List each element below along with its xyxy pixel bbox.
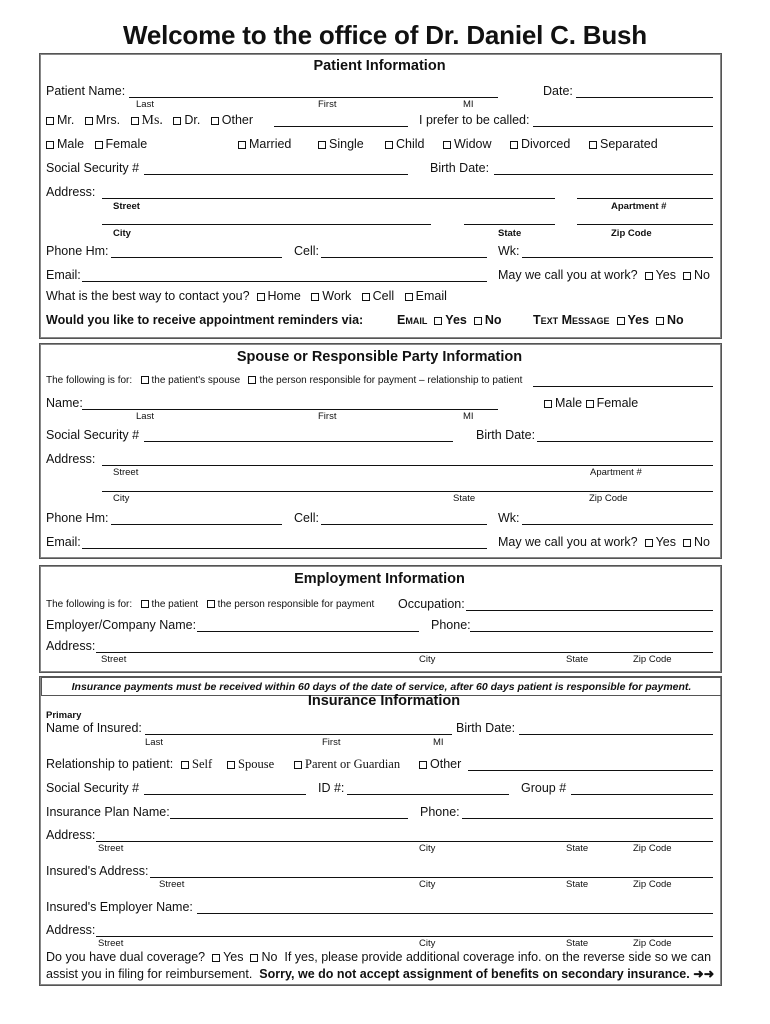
ie-address-label: Address:: [46, 923, 96, 937]
checkbox-male[interactable]: Male: [46, 137, 84, 151]
insured-address-label: Insured's Address:: [46, 864, 149, 878]
cell-label: Cell:: [294, 244, 320, 258]
employer-label: Employer/Company Name:: [46, 618, 197, 632]
spouse-email-label: Email:: [46, 535, 81, 549]
dual-coverage-line: Do you have dual coverage? Yes No If yes, please provide additional coverage info. on the reverse side so we can: [46, 950, 712, 964]
spouse-cell-label: Cell:: [294, 511, 320, 525]
insurance-heading: Insurance Information: [307, 693, 461, 709]
ia-sub-zip: Zip Code: [633, 879, 672, 890]
checkbox-female[interactable]: Female: [95, 137, 148, 151]
employment-heading: Employment Information: [294, 571, 465, 587]
checkbox-emp-patient[interactable]: the patient: [141, 599, 199, 610]
sub-zip: Zip Code: [611, 228, 652, 239]
gender-options: [46, 137, 147, 151]
insured-field[interactable]: [145, 734, 452, 735]
checkbox-other[interactable]: Other: [211, 113, 253, 127]
employment-following: The following is for: the patient the person responsible for payment: [46, 599, 375, 610]
phone-field[interactable]: [111, 257, 282, 258]
checkbox-spouse-call-yes[interactable]: Yes: [645, 535, 676, 549]
prefer-field[interactable]: [533, 126, 713, 127]
plan-label: Insurance Plan Name:: [46, 805, 170, 819]
phone-label: Phone Hm:: [46, 244, 109, 258]
sub-first: First: [318, 99, 337, 110]
ins-address-label: Address:: [46, 828, 96, 842]
ssn-label: Social Security #: [46, 161, 140, 175]
ssn-field[interactable]: [144, 174, 408, 175]
employer-address-label: Address:: [46, 639, 96, 653]
spouse-name-label: Name:: [46, 396, 83, 410]
ins-sub-last: Last: [145, 737, 163, 748]
reminder-email: Email Yes No: [397, 313, 502, 327]
date-label: Date:: [543, 84, 573, 98]
patient-name-label: Patient Name:: [46, 84, 126, 98]
ins-phone-label: Phone:: [420, 805, 460, 819]
checkbox-contact-home[interactable]: Home: [257, 289, 301, 303]
secondary-insurance-notice: Sorry, we do not accept assignment of benefits on secondary insurance.: [259, 967, 690, 981]
spouse-street-field[interactable]: [102, 465, 713, 466]
zip-field[interactable]: [577, 224, 713, 225]
checkbox-reminder-text-yes[interactable]: Yes: [617, 313, 650, 327]
spouse-ssn-field[interactable]: [144, 441, 453, 442]
employer-address-field[interactable]: [96, 652, 713, 653]
ie-sub-zip: Zip Code: [633, 938, 672, 949]
emp-sub-city: City: [419, 654, 436, 665]
ins-sub-mi: MI: [433, 737, 444, 748]
spouse-name-field[interactable]: [82, 409, 498, 410]
arrow-right-icon: ➜➜: [693, 967, 715, 981]
checkbox-reminder-email-no[interactable]: No: [474, 313, 502, 327]
primary-label: Primary: [46, 710, 82, 721]
checkbox-contact-cell[interactable]: Cell: [362, 289, 395, 303]
rel-parent[interactable]: Parent or Guardian: [294, 757, 400, 772]
marital-separated[interactable]: Separated: [589, 137, 658, 151]
sub-street: Street: [113, 201, 140, 212]
birth-label: Birth Date:: [430, 161, 490, 175]
employer-phone-field[interactable]: [470, 631, 713, 632]
spouse-gender: [544, 396, 638, 410]
reminder-text: Text Message Yes No: [533, 313, 684, 327]
ins-birth-label: Birth Date:: [456, 721, 516, 735]
checkbox-contact-email[interactable]: Email: [405, 289, 447, 303]
ins-sub-street: Street: [98, 843, 124, 854]
address-label: Address:: [46, 185, 96, 199]
insured-employer-field[interactable]: [197, 913, 713, 914]
call-work-question: May we call you at work? Yes No: [498, 268, 710, 282]
ia-sub-street: Street: [159, 879, 185, 890]
insured-address-field[interactable]: [150, 877, 713, 878]
rel-self[interactable]: Self: [181, 757, 212, 772]
ins-phone-field[interactable]: [462, 818, 713, 819]
checkbox-dual-no[interactable]: No: [250, 950, 277, 964]
rel-other-field[interactable]: [468, 770, 713, 771]
spouse-address-label: Address:: [46, 452, 96, 466]
ie-sub-street: Street: [98, 938, 124, 949]
id-field[interactable]: [347, 794, 509, 795]
checkbox-spouse-male[interactable]: Male: [544, 396, 582, 410]
ie-sub-state: State: [566, 938, 589, 949]
checkbox-call-no[interactable]: No: [683, 268, 710, 282]
plan-field[interactable]: [170, 818, 408, 819]
apartment-field[interactable]: [577, 198, 713, 199]
relationship-field[interactable]: [533, 386, 713, 387]
spouse-wk-label: Wk:: [498, 511, 520, 525]
checkbox-spouse[interactable]: the patient's spouse: [141, 375, 241, 386]
spouse-sub-mi: MI: [463, 411, 474, 422]
page-title: Welcome to the office of Dr. Daniel C. Bush: [123, 20, 647, 50]
wk-label: Wk:: [498, 244, 520, 258]
employer-phone-label: Phone:: [431, 618, 471, 632]
ins-sub-state: State: [566, 843, 589, 854]
ins-sub-city: City: [419, 843, 436, 854]
ins-ssn-field[interactable]: [144, 794, 306, 795]
reminders-question: Would you like to receive appointment reminders via:: [46, 313, 364, 327]
checkbox-reminder-text-no[interactable]: No: [656, 313, 684, 327]
email-label: Email:: [46, 268, 81, 282]
street-field[interactable]: [102, 198, 555, 199]
spouse-sub-street: Street: [113, 467, 139, 478]
sub-city: City: [113, 228, 131, 239]
sub-mi: MI: [463, 99, 474, 110]
birth-field[interactable]: [494, 174, 713, 175]
spouse-heading: Spouse or Responsible Party Information: [236, 349, 523, 365]
checkbox-dr[interactable]: Dr.: [173, 113, 200, 127]
occupation-field[interactable]: [466, 610, 713, 611]
spouse-birth-label: Birth Date:: [476, 428, 536, 442]
spouse-email-field[interactable]: [82, 548, 487, 549]
group-label: Group #: [521, 781, 567, 795]
spouse-ssn-label: Social Security #: [46, 428, 140, 442]
prefer-label: I prefer to be called:: [419, 113, 530, 127]
insured-label: Name of Insured:: [46, 721, 142, 735]
ia-sub-city: City: [419, 879, 436, 890]
ins-birth-field[interactable]: [519, 734, 713, 735]
sub-apartment: Apartment #: [611, 201, 667, 212]
ins-ssn-label: Social Security #: [46, 781, 140, 795]
spouse-sub-first: First: [318, 411, 337, 422]
ins-sub-first: First: [322, 737, 341, 748]
checkbox-spouse-female[interactable]: Female: [586, 396, 639, 410]
spouse-sub-state: State: [453, 493, 476, 504]
checkbox-mr[interactable]: Mr.: [46, 113, 74, 127]
spouse-cell-field[interactable]: [321, 524, 487, 525]
marital-widow[interactable]: Widow: [443, 137, 492, 151]
email-field[interactable]: [82, 281, 487, 282]
marital-married[interactable]: Married: [238, 137, 291, 151]
emp-sub-state: State: [566, 654, 589, 665]
spouse-sub-apartment: Apartment #: [590, 467, 642, 478]
checkbox-responsible[interactable]: the person responsible for payment – relationship to patient: [248, 375, 522, 386]
patient-name-field[interactable]: [129, 97, 498, 98]
spouse-wk-field[interactable]: [522, 524, 713, 525]
emp-sub-zip: Zip Code: [633, 654, 672, 665]
rel-other[interactable]: Other: [419, 757, 461, 771]
marital-divorced[interactable]: Divorced: [510, 137, 570, 151]
group-field[interactable]: [571, 794, 713, 795]
city-field[interactable]: [102, 224, 431, 225]
ie-sub-city: City: [419, 938, 436, 949]
wk-field[interactable]: [522, 257, 713, 258]
id-label: ID #:: [318, 781, 345, 795]
rel-spouse[interactable]: Spouse: [227, 757, 274, 772]
checkbox-mrs[interactable]: Mrs.: [85, 113, 120, 127]
spouse-phone-field[interactable]: [111, 524, 282, 525]
ie-address-field[interactable]: [96, 936, 713, 937]
spouse-sub-city: City: [113, 493, 130, 504]
checkbox-call-yes[interactable]: Yes: [645, 268, 676, 282]
spouse-birth-field[interactable]: [537, 441, 713, 442]
relationship-label: Relationship to patient:: [46, 757, 174, 771]
ins-address-field[interactable]: [96, 841, 713, 842]
cell-field[interactable]: [321, 257, 487, 258]
marital-child[interactable]: Child: [385, 137, 425, 151]
title-options: [46, 113, 253, 129]
date-field[interactable]: [576, 97, 713, 98]
insured-employer-label: Insured's Employer Name:: [46, 900, 193, 914]
spouse-sub-last: Last: [136, 411, 154, 422]
checkbox-reminder-email-yes[interactable]: Yes: [434, 313, 467, 327]
sub-last: Last: [136, 99, 154, 110]
sub-state: State: [498, 228, 522, 239]
checkbox-emp-responsible[interactable]: the person responsible for payment: [207, 599, 375, 610]
checkbox-contact-work[interactable]: Work: [311, 289, 351, 303]
spouse-sub-zip: Zip Code: [589, 493, 628, 504]
marital-single[interactable]: Single: [318, 137, 364, 151]
contact-question: What is the best way to contact you? Home Work Cell Email: [46, 289, 447, 303]
occupation-label: Occupation:: [398, 597, 465, 611]
ins-sub-zip: Zip Code: [633, 843, 672, 854]
checkbox-spouse-call-no[interactable]: No: [683, 535, 710, 549]
insurance-banner: Insurance payments must be received within 60 days of the date of service, after 60 days patient is responsible for payment.: [41, 677, 722, 696]
checkbox-dual-yes[interactable]: Yes: [212, 950, 243, 964]
checkbox-ms[interactable]: Ms.: [131, 113, 163, 127]
spouse-call-work: May we call you at work? Yes No: [498, 535, 710, 549]
other-title-field[interactable]: [274, 126, 408, 127]
spouse-city-field[interactable]: [102, 491, 713, 492]
state-field[interactable]: [464, 224, 555, 225]
employer-field[interactable]: [197, 631, 419, 632]
spouse-phone-label: Phone Hm:: [46, 511, 109, 525]
emp-sub-street: Street: [101, 654, 127, 665]
ia-sub-state: State: [566, 879, 589, 890]
assist-line: assist you in filing for reimbursement. Sorry, we do not accept assignment of benefits on secondary insurance. ➜➜: [46, 967, 715, 981]
patient-heading: Patient Information: [313, 58, 446, 74]
spouse-following: The following is for: the patient's spouse the person responsible for payment – relationship to patient: [46, 375, 523, 386]
